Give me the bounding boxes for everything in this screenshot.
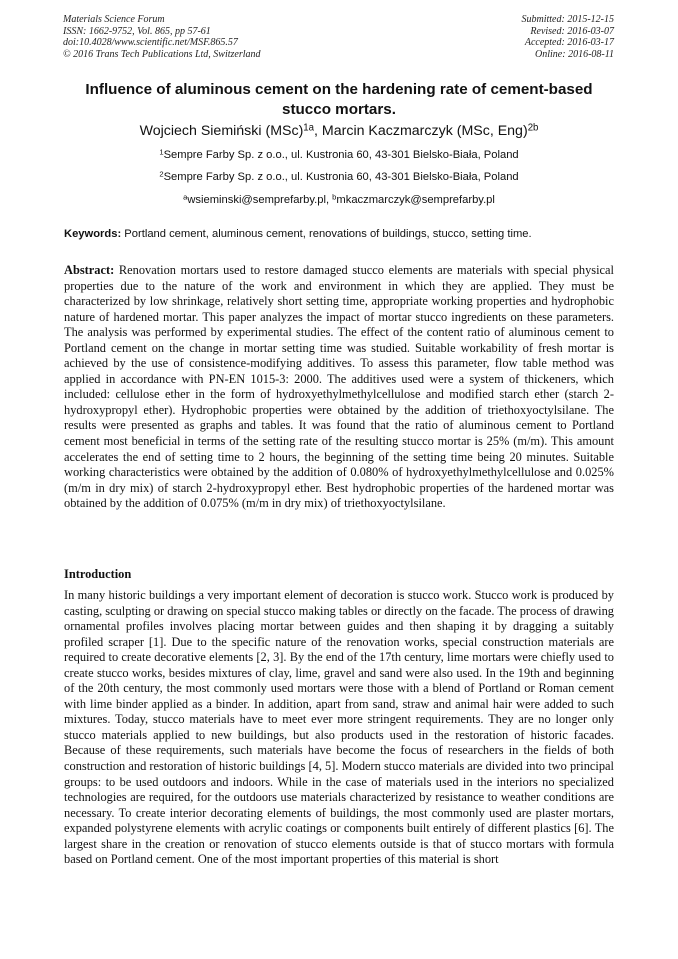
email-a[interactable]: wsieminski@semprefarby.pl	[187, 194, 326, 206]
author-2-marker: 2b	[527, 122, 539, 134]
journal-issn: ISSN: 1662-9752, Vol. 865, pp 57-61	[63, 25, 211, 37]
journal-copyright: © 2016 Trans Tech Publications Ltd, Switzerland	[63, 48, 261, 60]
keywords-text: Portland cement, aluminous cement, renovations of buildings, stucco, setting time.	[121, 228, 532, 240]
date-accepted: Accepted: 2016-03-17	[524, 37, 614, 49]
email-separator: ,	[325, 194, 333, 206]
affiliation-1	[40, 148, 638, 162]
affiliation-2-text: Sempre Farby Sp. z o.o., ul. Kustronia 60, 43-301 Bielsko-Biała, Poland	[163, 171, 519, 183]
keywords-label: Keywords:	[64, 228, 122, 240]
date-online: Online: 2016-08-11	[535, 48, 614, 60]
date-revised: Revised: 2016-03-07	[530, 25, 614, 37]
date-submitted: Submitted: 2015-12-15	[521, 14, 614, 25]
author-2: Marcin Kaczmarczyk (MSc, Eng)	[321, 123, 528, 139]
journal-doi: doi:10.4028/www.scientific.net/MSF.865.57	[63, 37, 238, 49]
abstract-text: Renovation mortars used to restore damaged stucco elements are materials with special physical properties due to the nature of the work and environment in which they are applied. They must be characterized by low shrinkage, relatively short setting time, appropriate working properties and hydrophobic nature of hardened mortar. This paper analyzes the impact of mortar stucco ingredients on these parameters. The analysis was performed by experimental studies. The effect of the content ratio of aluminous cement to Portland cement on the change in mortar setting time was studied. Suitable workability of fresh mortar is achieved by the use of consistence-modifying additives. To assess this parameter, flow table method was applied in accordance with PN-EN 1015-3: 2000. The additives used were a system of thickeners, which included: cellulose ether in the form of hydroxyethylmethylcellulose and modified starch ether (starch 2-hydroxypropyl ether). Hydrophobic properties were obtained by the addition of triethoxyoctylsilane. The results were presented as graphs and tables. It was found that the ratio of aluminous cement to Portland cement most beneficial in terms of the setting rate of the resulting stucco mortar is 25% (m/m). This amount accelerates the end of setting time to 2 hours, the beginning of the setting time being 20 minutes. Suitable working characteristics were obtained by the addition of 0.080% of hydroxyethylmethylcellulose and 0.025% (m/m in dry mix) of starch 2-hydroxypropyl ether. Best hydrophobic properties of the hardened mortar was obtained by the addition of 0.075% (m/m in dry mix) of triethoxyoctylsilane.	[64, 263, 614, 511]
affiliation-1-text: Sempre Farby Sp. z o.o., ul. Kustronia 60, 43-301 Bielsko-Biała, Poland	[163, 149, 519, 161]
abstract	[64, 263, 614, 512]
author-line	[40, 122, 638, 140]
journal-name: Materials Science Forum	[63, 14, 165, 25]
email-b-marker: b	[332, 192, 337, 202]
author-1-marker: 1a	[303, 122, 315, 134]
affiliation-2	[40, 170, 638, 184]
publication-dates	[522, 14, 615, 60]
introduction-text: In many historic buildings a very important element of decoration is stucco work. Stucco work is produced by casting, sculpting or drawing on special stucco making tables or directly on the facade. The process of drawing ornamental profiles involves placing mortar between guides and then shaping it by dragging a suitably profiled scraper [1]. Due to the specific nature of the renovation works, special construction materials are required to create decorative elements [2, 3]. By the end of the 17th century, lime mortars were chiefly used to create stucco works, besides mixtures of clay, lime, gravel and sand were also used. In the 19th and beginning of the 20th century, the most commonly used mortars were those with a blend of Portland or Roman cement with lime binder applied as a binder. In addition, apart from sand, straw and animal hair were added to such mixtures. Today, stucco materials have to meet ever more stringent requirements. They are no longer only stucco materials applied to new buildings, but also products used in the restoration of historic facades. Because of these requirements, such materials have become the focus of researchers in the fields of both construction and restoration of historic buildings [4, 5]. Modern stucco materials are divided into two principal groups: to be used outdoors and indoors. While in the case of materials used in the interiors no specialized technologies are required, for the outdoors use materials characterized by resistance to weather conditions are necessary. To create interior decorating elements of buildings, the most commonly used are plaster mortars, expanded polystyrene elements with acrylic coatings or components built entirely of different plastics [6]. The largest share in the creation or renovation of stucco elements outside is that of stucco mortars with formula based on Portland cement. One of the most important properties of this material is short	[64, 588, 614, 867]
author-separator: ,	[314, 123, 322, 139]
abstract-label: Abstract:	[64, 263, 115, 277]
affiliation-2-marker: 2	[159, 169, 164, 179]
introduction-heading: Introduction	[64, 567, 132, 581]
email-line	[40, 193, 638, 207]
affiliation-1-marker: 1	[159, 147, 164, 157]
journal-info	[63, 14, 261, 60]
paper-title: Influence of aluminous cement on the hardening rate of cement-based stucco mortars.	[85, 81, 593, 118]
author-1: Wojciech Siemiński (MSc)	[139, 123, 304, 139]
email-a-marker: a	[183, 192, 188, 202]
keywords	[64, 227, 616, 241]
email-b[interactable]: mkaczmarczyk@semprefarby.pl	[336, 194, 495, 206]
